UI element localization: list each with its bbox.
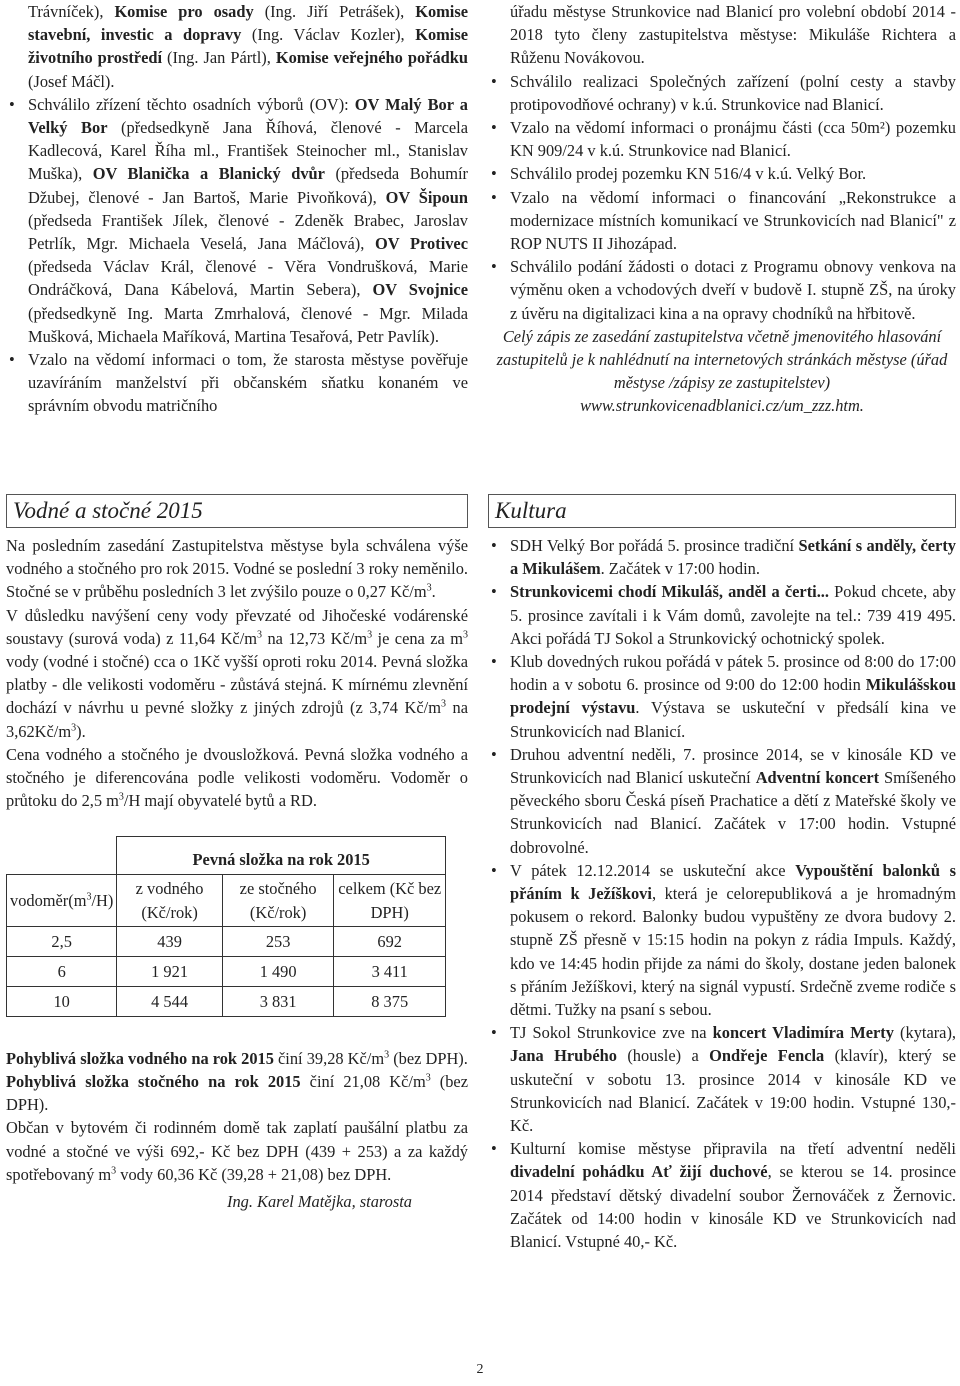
list-item: • Schválilo prodej pozemku KN 516/4 v k.ú. Velký Bor. [488, 162, 956, 185]
list-item [488, 580, 956, 650]
culture-heading: Kultura [488, 494, 956, 528]
text-run: . Výstava se uskuteční v předsálí kina ve Strunkovicích nad Blanicí. [510, 698, 957, 741]
list-item [488, 1137, 956, 1253]
table-header-cell [222, 875, 334, 926]
bold-run: Pohyblivá složka vodného na rok 2015 [6, 1048, 274, 1068]
text-run: Druhou adventní neděli, 7. prosince 2014, se v kinosále KD ve Strunkovicích nad Blanicí uskuteční [510, 744, 956, 788]
text-run: (Ing. Jan Pártl), [162, 48, 276, 68]
page-number: 2 [476, 1362, 484, 1377]
list-item: • Schválilo podání žádosti o dotaci z Programu obnovy venkova na výměnu oken a vchodových dveří v budově I. stupně ZŠ, na úroky z úvěru na digitalizaci kina a na opravy chodníků na hřbitově. [488, 255, 956, 325]
text-run: Cena vodného a stočného je dvousložková. Pevná složka vodného a stočného je diferencována podle velikosti vodoměru. Vodoměr o průtoku do 2,5 m [6, 744, 468, 811]
text-run: TJ Sokol Strunkovice zve na [510, 1023, 713, 1043]
table-empty-cell [7, 837, 117, 875]
text-run: ze stočného (Kč/rok) [239, 879, 317, 922]
bold-run: Komise životního prostředí [28, 25, 469, 68]
water-paragraph [6, 534, 468, 604]
text-run: Na posledním zasedání Zastupitelstva městyse byla schválena výše vodného a stočného pro rok 2015. Vodné se poslední 3 roky neměnilo. Stočné se v průběhu posledních 3 let zvýšilo pouze o 0,27 Kč/m [6, 536, 468, 602]
bold-run: Adventní koncert [755, 768, 880, 788]
bold-run: Ondřeje Fencla [709, 1046, 825, 1066]
text-run: V pátek 12.12.2014 se uskuteční akce [510, 860, 796, 880]
continuation-paragraph: úřadu městyse Strunkovice nad Blanicí pro volební období 2014 - 2018 tyto členy zastupitelstva městyse: Mikuláše Richtera a Růženu Novákovou. [510, 2, 956, 68]
text-run: vody (vodné i stočné) cca o 1Kč vyšší oproti roku 2014. Pevná složka platby - dle velikosti vodoměru - zůstává stejná. K mírnému zlevnění dochází v návrhu u pevné složky z jiných zdrojů (z 3,74 Kč/m [6, 652, 468, 718]
list-item: • Schválilo realizaci Společných zařízení (polní cesty a stavby protipovodňové ochrany) v k.ú. Strunkovice nad Blanicí. [488, 70, 956, 116]
table-cell: 439 [117, 926, 223, 956]
text-run: (housle) a [616, 1046, 710, 1066]
text-run: činí 21,08 Kč/m [300, 1072, 426, 1092]
culture-events-list [488, 534, 956, 1253]
variable-fee-water [6, 1047, 468, 1070]
text-run: Trávníček), [28, 2, 115, 21]
water-heading: Vodné a stočné 2015 [6, 494, 468, 528]
bold-run: Mikulášskou prodejní výstavu [510, 675, 956, 718]
table-cell: 1 921 [117, 956, 223, 986]
bold-run: divadelní pohádku Ať žijí duchové [510, 1162, 768, 1182]
superscript: 3 [463, 629, 468, 641]
superscript: 3 [440, 698, 446, 710]
table-cell: 3 831 [222, 986, 334, 1016]
list-item [488, 1021, 956, 1137]
text-run: (Josef Máčl). [28, 71, 115, 91]
table-row [7, 956, 446, 986]
table-cell: 692 [334, 926, 446, 956]
text-run: (předsedkyně Ing. Marta Zmrhalová, členové - Mgr. Milada Mušková, Michaela Maříková, Martina Tesařová, Petr Pavlík). [28, 303, 468, 346]
text-run: (klavír), který se uskuteční v sobotu 13. prosince 2014 v kinosále KD ve Strunkovicích nad Blanicí. Začátek v 19:00 hodin. Vstupné 130,- Kč. [510, 1046, 957, 1136]
bold-run: koncert Vladimíra Merty [712, 1023, 894, 1043]
table-cell: 4 544 [117, 986, 223, 1016]
bold-run: OV Malý Bor a Velký Bor [28, 94, 468, 138]
bold-run: Strunkovicemi chodí Mikuláš, anděl a čerti... [510, 582, 830, 602]
table-header-cell [7, 875, 117, 926]
signature: Ing. Karel Matějka, starosta [227, 1192, 412, 1212]
list-item [488, 743, 956, 859]
text-run: /H mají obyvatelé bytů a RD. [123, 791, 317, 811]
text-run: (předseda Bohumír Džubej, členové - Jan Bartoš, Marie Pivoňková), [28, 164, 468, 207]
bold-run: Jana Hrubého [510, 1046, 617, 1066]
minutes-note: Celý zápis ze zasedání zastupitelstva včetně jmenovitého hlasování zastupitelů je k nahlédnutí na internetových stránkách městyse (úřad městyse /zápisy ze zastupitelstev) www.strunkovicenadblanici.cz/um_zzz.htm. [496, 326, 948, 416]
text-run: (m [68, 891, 87, 911]
water-paragraph [6, 604, 468, 743]
text-run: vody 60,36 Kč (39,28 + 21,08) bez DPH. [116, 1164, 392, 1184]
bold-run: Vypouštění balonků s přáním k Ježíškovi [510, 860, 957, 904]
text-run: z vodného (Kč/rok) [135, 879, 204, 922]
list-item [488, 534, 956, 580]
list-item [488, 650, 956, 743]
table-cell: 1 490 [222, 956, 334, 986]
text-run: Občan v bytovém či rodinném domě tak zaplatí paušální platbu za vodné a stočné ve výši 692,- Kč bez DPH (439 + 253) a za každý spotřebovaný m [6, 1118, 468, 1184]
text-run: SDH Velký Bor pořádá 5. prosince tradiční [510, 536, 799, 555]
list-item [6, 93, 468, 348]
superscript: 3 [425, 1072, 431, 1084]
table-row [7, 926, 446, 956]
text-run: na 12,73 Kč/m [262, 628, 368, 648]
fixed-fee-table [6, 836, 446, 1016]
text-run: Klub dovedných rukou pořádá v pátek 5. prosince od 8:00 do 17:00 hodin a v sobotu 6. prosince od 9:00 do 12:00 hodin [510, 652, 956, 695]
list-item: • Vzalo na vědomí informaci o financování „Rekonstrukce a modernizace místních komunikací ve Strunkovicích nad Blanicí" z ROP NUTS II Jihozápad. [488, 186, 956, 256]
table-header-cell [117, 875, 223, 926]
superscript: 3 [426, 582, 432, 594]
text-run: ). [76, 721, 86, 741]
bold-run: Komise stavební, investic a dopravy [28, 2, 469, 45]
text-run: (bez DPH). [389, 1048, 468, 1068]
council-decisions-column-right [488, 0, 956, 418]
text-run: vodoměr [10, 891, 69, 911]
list-item [488, 859, 956, 1021]
table-cell: 253 [222, 926, 334, 956]
text-run: na 3,62Kč/m [6, 698, 468, 741]
bold-run: OV Svojnice [372, 280, 468, 300]
bold-run: OV Protivec [375, 234, 468, 254]
table-cell: 2,5 [7, 926, 117, 956]
bold-run: Pohyblivá složka stočného na rok 2015 [6, 1072, 301, 1092]
total-payment-paragraph [6, 1116, 468, 1186]
text-run: Pokud chcete, aby 5. prosince zavítali i k Vám domů, zavolejte na tel.: 739 419 495. Akci pořádá TJ Sokol a Strunkovický ochotnický spolek. [510, 582, 956, 648]
text-run: (Ing. Václav Kozler), [241, 25, 416, 45]
culture-section [488, 494, 956, 1253]
council-decisions-list-left [6, 93, 468, 418]
table-caption: Pevná složka na rok 2015 [117, 837, 446, 875]
text-run: (předsedkyně Jana Říhová, členové - Marcela Kadlecová, Karel Říha ml., František Steinocher ml., Stanislav Muška), [28, 118, 468, 184]
text-run: V důsledku navýšení ceny vody převzaté od Jihočeské vodárenské soustavy (surová voda) z 11,64 Kč/m [6, 605, 468, 648]
table-row [7, 986, 446, 1016]
superscript: 3 [86, 891, 92, 903]
table-header-cell [334, 875, 446, 926]
text-run: (bez DPH). [6, 1072, 468, 1115]
text-run: (Ing. Jiří Petrášek), [253, 2, 416, 21]
table-cell: 10 [7, 986, 117, 1016]
council-decisions-column-left [6, 0, 468, 418]
list-item [6, 348, 468, 418]
text-run: činí 39,28 Kč/m [273, 1048, 385, 1068]
text-run: (předseda František Jílek, členové - Zdeněk Brabec, Jaroslav Petrlík, Mgr. Michaela Veselá, Jana Máčlová), [28, 210, 468, 254]
council-decisions-list-right [488, 70, 956, 325]
superscript: 3 [257, 629, 262, 641]
text-run: celkem (Kč bez DPH) [338, 879, 442, 922]
text-run: , se kterou se 14. prosince 2014 představí dětský divadelní soubor Žernováček z Žernovic. Začátek od 14:00 hodin v kinosále KD ve Strunkovicích nad Blanicí. Vstupné 40,- Kč. [510, 1162, 956, 1252]
table-cell: 8 375 [334, 986, 446, 1016]
table-cell: 3 411 [334, 956, 446, 986]
text-run: , která je celorepubliková a je hromadným pokusem o rekord. Balonky budou vypuštěny ze dvora budovy 2. stupně ZŠ přesně v 15:15 hodin na pokyn z rádia Impuls. Každý, kdo ve 14:45 hodin přijde za námi do školy, dostane jeden balonek s přáním Ježíškovi, který na signál vypustí. Srdečně zveme rodiče s dětmi. Tužky na psaní s sebou. [510, 884, 957, 1020]
superscript: 3 [111, 1165, 117, 1177]
variable-fee-sewage [6, 1070, 468, 1116]
superscript: 3 [384, 1049, 390, 1061]
text-run: Schválilo zřízení těchto osadních výborů (OV): [28, 94, 355, 114]
commission-members-paragraph [6, 0, 468, 93]
bold-run: Komise pro osady [114, 2, 254, 21]
superscript: 3 [367, 629, 373, 641]
text-run: . Začátek v 17:00 hodin. [600, 559, 760, 579]
bold-run: OV Šipoun [385, 187, 468, 207]
text-run: je cena za m [372, 628, 463, 648]
text-run: /H) [91, 891, 114, 911]
text-run: . [431, 582, 436, 602]
text-run: (kytara), [893, 1023, 957, 1043]
list-item: • Vzalo na vědomí informaci o pronájmu části (cca 50m²) pozemku KN 909/24 v k.ú. Strunkovice nad Blanicí. [488, 116, 956, 162]
text-run: (předseda Václav Král, členové - Věra Vondrušková, Marie Ondráčková, Dana Kábelová, Martin Sebera), [28, 257, 468, 300]
text-run: Vzalo na vědomí informaci o tom, že starosta městyse pověřuje uzavíráním manželství při občanském sňatku konaném ve správním obvodu matričního [28, 350, 468, 416]
water-section [6, 494, 468, 1213]
water-paragraph [6, 743, 468, 813]
bold-run: Setkání s anděly, čerty a Mikulášem [510, 536, 956, 579]
text-run: Smíšeného pěveckého sboru Česká píseň Prachatice a dětí z Mateřské školy ve Strunkovicích nad Blanicí. Začátek v 17:00 hodin. Vstupné dobrovolné. [510, 768, 956, 857]
superscript: 3 [118, 791, 124, 803]
bold-run: OV Blanička a Blanický dvůr [92, 164, 325, 184]
text-run: Kulturní komise městyse připravila na třetí adventní neděli [510, 1139, 956, 1159]
superscript: 3 [71, 722, 77, 734]
bold-run: Komise veřejného pořádku [275, 48, 468, 68]
table-cell: 6 [7, 956, 117, 986]
